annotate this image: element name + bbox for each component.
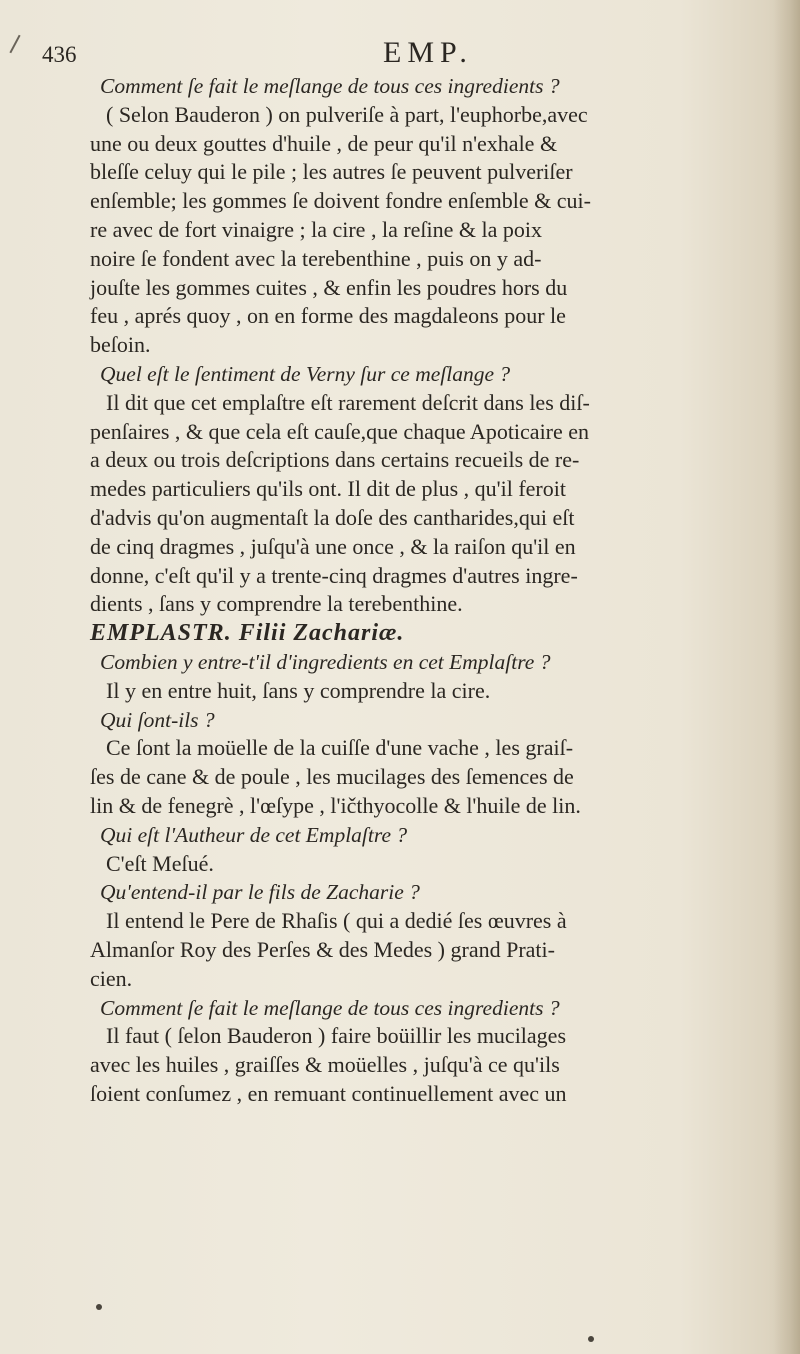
text-line: Il faut ( ſelon Bauderon ) faire boüillir les mucilages (106, 1023, 567, 1049)
text-line: re avec de fort vinaigre ; la cire , la reſine & la poix (90, 216, 543, 242)
ink-speck (588, 1336, 594, 1342)
ink-speck (96, 1304, 102, 1310)
text-line: bleſſe celuy qui le pile ; les autres ſe peuvent pulveriſer (90, 159, 573, 185)
text-line: Il dit que cet emplaſtre eſt rarement deſcrit dans les diſ- (106, 389, 590, 415)
text-line: feu , aprés quoy , on en forme des magdaleons pour le (90, 303, 566, 329)
text-line: enſemble; les gommes ſe doivent fondre enſemble & cui- (90, 188, 591, 214)
text-line: Il entend le Pere de Rhaſis ( qui a dedié ſes œuvres à (106, 908, 567, 934)
text-line: C'eſt Meſué. (106, 850, 214, 876)
text-line: d'advis qu'on augmentaſt la doſe des cantharides,qui eſt (90, 504, 575, 530)
text-line: de cinq dragmes , juſqu'à une once , & la raiſon qu'il en (90, 533, 576, 559)
text-line: Il y en entre huit, ſans y comprendre la cire. (106, 677, 491, 703)
question-line: Comment ſe fait le meſlange de tous ces ingredients ? (100, 995, 560, 1020)
page-text (90, 72, 780, 1109)
question-line: Combien y entre-t'il d'ingredients en cet Emplaſtre ? (100, 649, 551, 674)
text-line: lin & de fenegrè , l'œſype , l'ičthyocolle & l'huile de lin. (90, 792, 581, 818)
text-line: ſoient conſumez , en remuant continuellement avec un (90, 1080, 567, 1106)
text-line: ( Selon Bauderon ) on pulveriſe à part, l'euphorbe,avec (106, 101, 588, 127)
text-line: jouſte les gommes cuites , & enfin les poudres hors du (90, 274, 568, 300)
text-line: beſoin. (90, 332, 151, 358)
text-line: avec les huiles , graiſſes & moüelles , juſqu'à ce qu'ils (90, 1052, 560, 1078)
text-line: noire ſe fondent avec la terebenthine , puis on y ad- (90, 245, 542, 271)
text-line: Almanſor Roy des Perſes & des Medes ) grand Prati- (90, 936, 555, 962)
question-line: Qui ſont-ils ? (100, 707, 215, 732)
text-line: une ou deux gouttes d'huile , de peur qu'il n'exhale & (90, 130, 558, 156)
question-line: Qui eſt l'Autheur de cet Emplaſtre ? (100, 822, 408, 847)
question-line: Qu'entend-il par le fils de Zacharie ? (100, 880, 420, 905)
question-line: Comment ſe fait le meſlange de tous ces ingredients ? (100, 74, 560, 98)
text-line: ſes de cane & de poule , les mucilages des ſemences de (90, 764, 574, 790)
text-line: donne, c'eſt qu'il y a trente-cinq dragmes d'autres ingre- (90, 562, 578, 588)
text-line: penſaires , & que cela eſt cauſe,que chaque Apoticaire en (90, 418, 590, 444)
text-line: a deux ou trois deſcriptions dans certains recueils de re- (90, 447, 580, 473)
text-line: cien. (90, 965, 133, 991)
question-line: Quel eſt le ſentiment de Verny ſur ce meſlange ? (100, 361, 511, 386)
text-line: medes particuliers qu'ils ont. Il dit de plus , qu'il feroit (90, 476, 566, 502)
page-number: 436 (42, 42, 77, 67)
page-header (0, 36, 800, 76)
text-line: Ce ſont la moüelle de la cuiſſe d'une vache , les graiſ- (106, 735, 574, 761)
section-title: EMPLASTR. Filii Zachariæ. (90, 620, 405, 647)
text-line: dients , ſans y comprendre la terebenthine. (90, 591, 463, 617)
running-head: EMP. (383, 36, 473, 69)
